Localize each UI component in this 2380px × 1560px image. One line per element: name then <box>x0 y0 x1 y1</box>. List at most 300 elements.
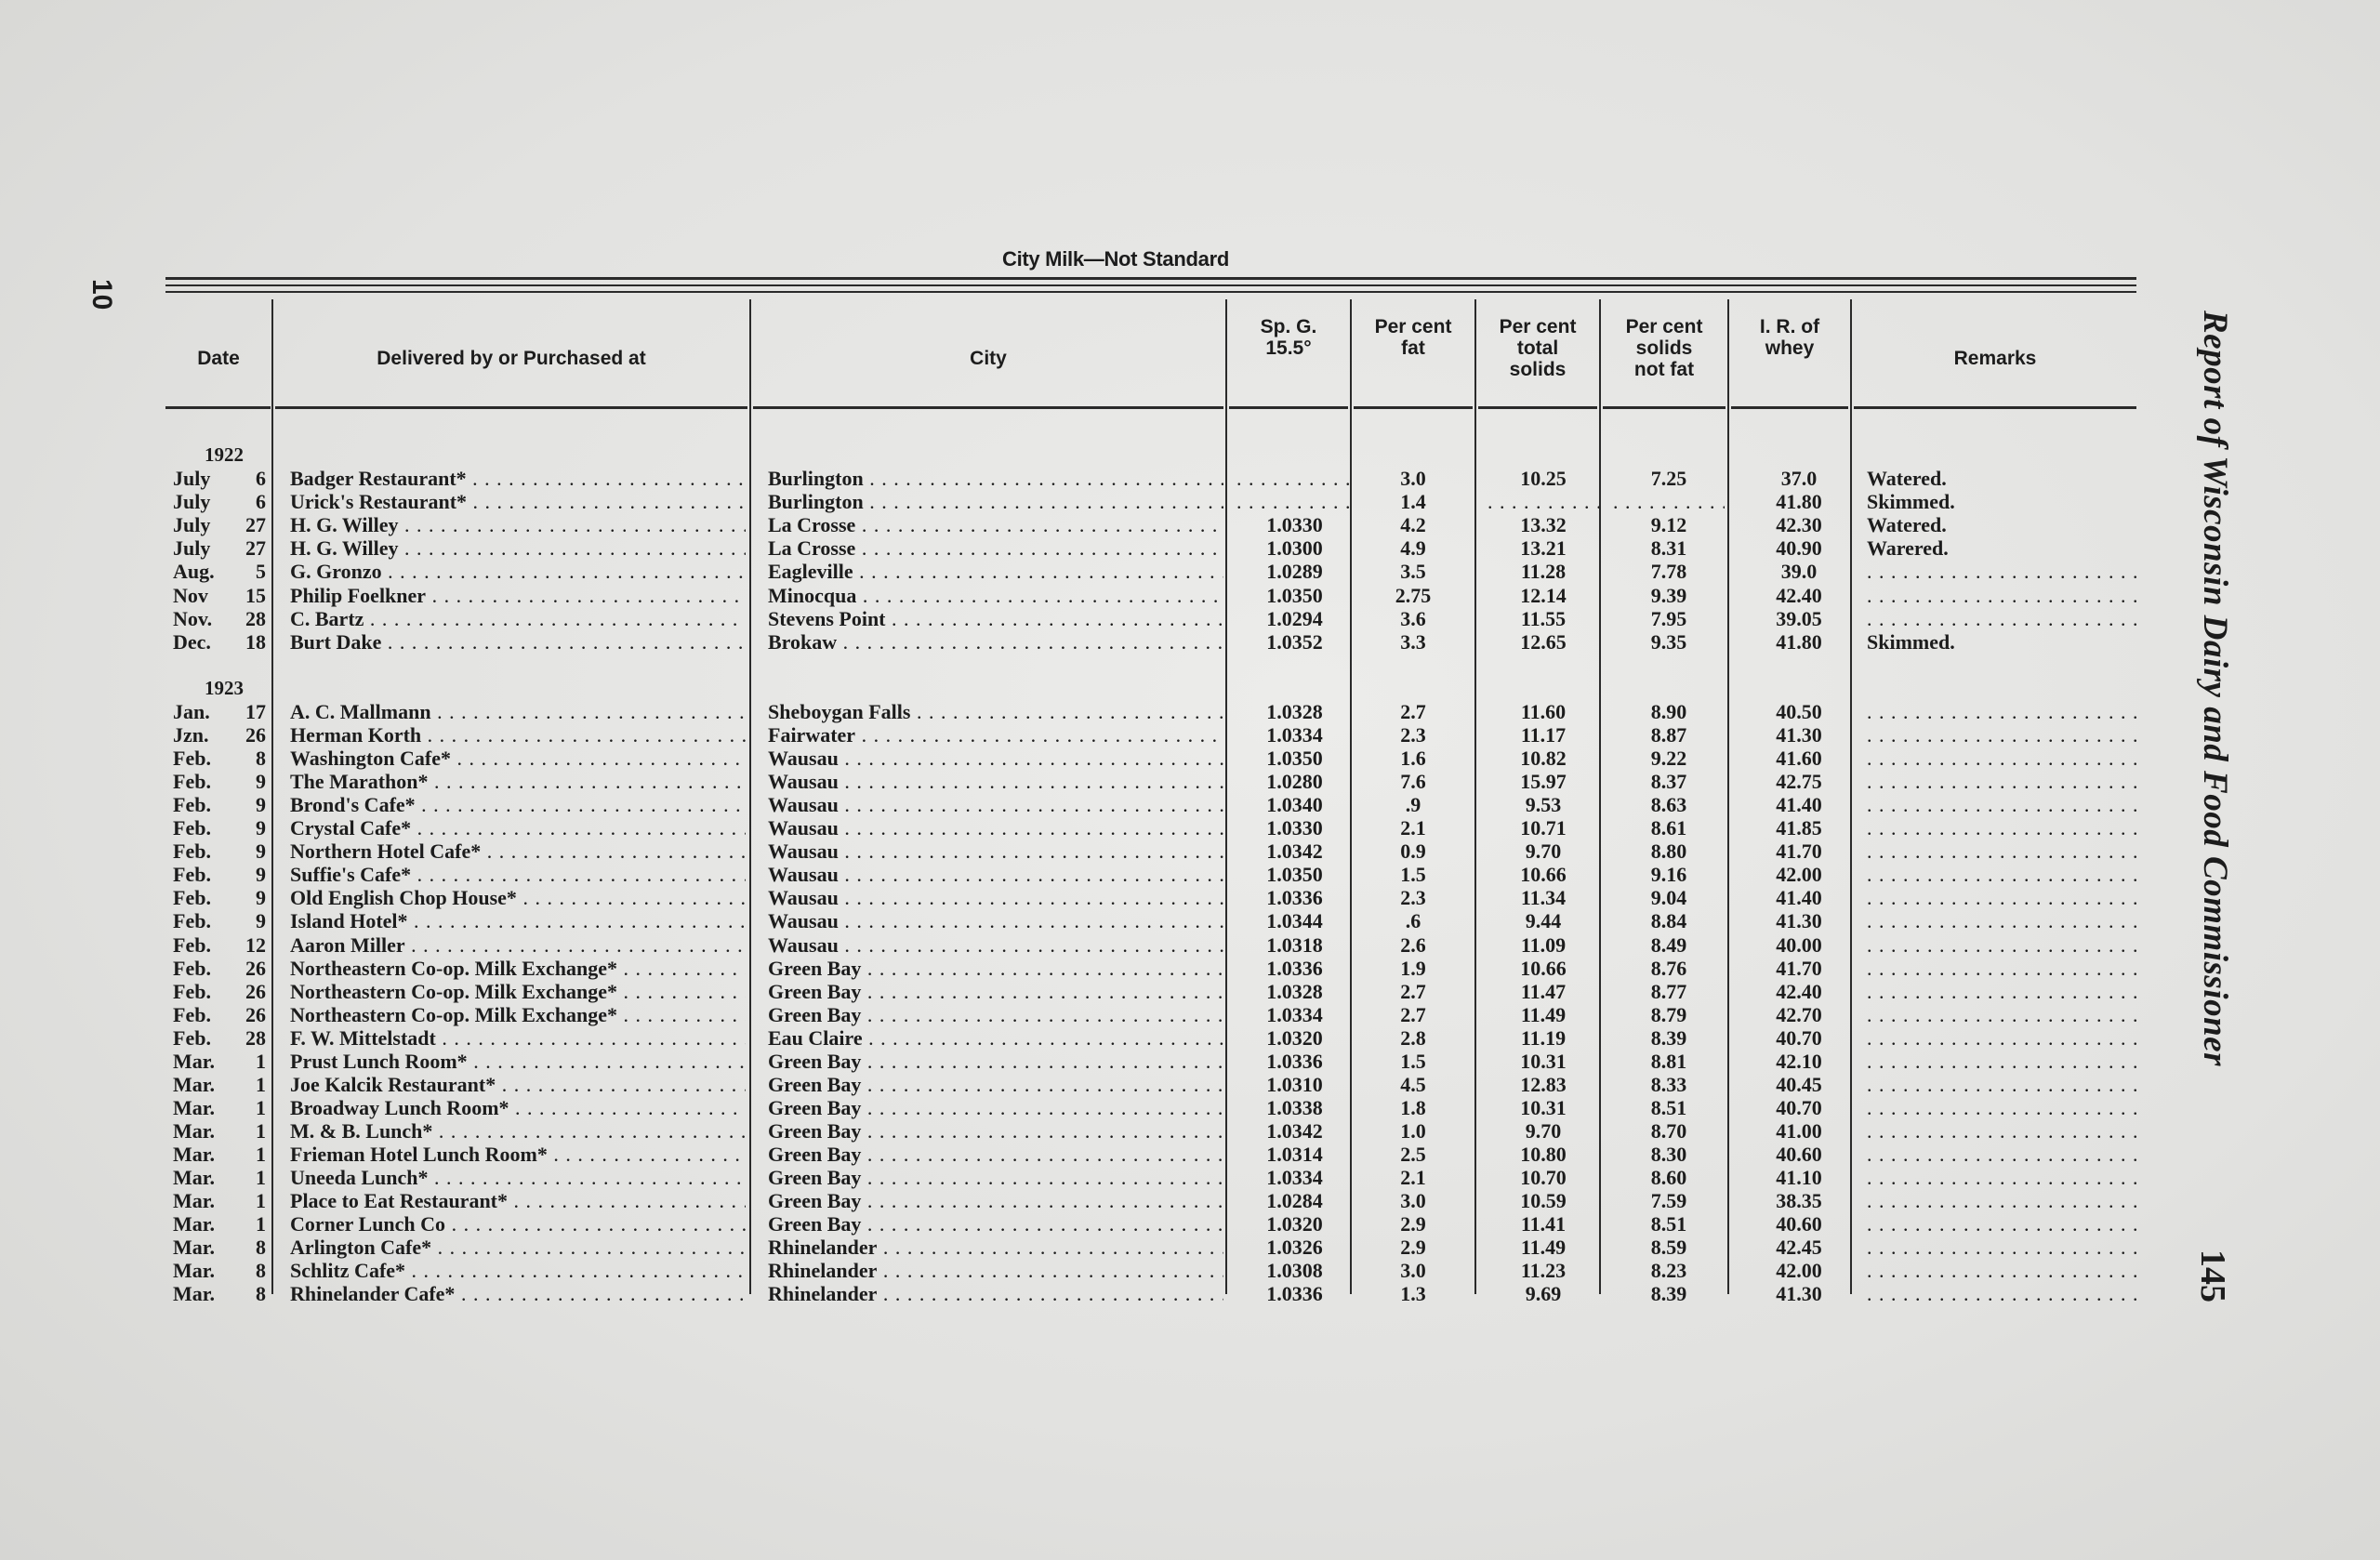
cell-snf: 8.33 <box>1650 1073 1687 1096</box>
cell-snf: 9.12 <box>1650 513 1687 536</box>
cell-name: H. G. Willey . . . <box>290 536 746 560</box>
table-row <box>0 1143 2157 1166</box>
cell-fat: 4.2 <box>1400 513 1426 536</box>
cell-ir: 42.45 <box>1776 1236 1822 1259</box>
cell-fat: 2.1 <box>1400 1166 1426 1189</box>
cell-name: M. & B. Lunch* . . . <box>290 1119 746 1143</box>
header-underline <box>1731 406 1848 409</box>
cell-snf: 8.63 <box>1650 793 1687 816</box>
cell-mon: Feb. <box>173 793 211 816</box>
cell-fat: 2.9 <box>1400 1236 1426 1259</box>
cell-day: 8 <box>256 747 266 770</box>
cell-spg <box>1236 490 1353 513</box>
cell-spg: 1.0280 <box>1266 770 1323 793</box>
header-spg <box>1229 316 1348 359</box>
cell-ir: 41.30 <box>1776 1282 1822 1305</box>
cell-mon: Mar. <box>173 1119 216 1143</box>
cell-mon: Feb. <box>173 816 211 839</box>
header-remarks: Remarks <box>1953 348 2037 369</box>
cell-total: 11.49 <box>1520 1003 1567 1026</box>
table-row <box>0 816 2157 839</box>
cell-name: Northeastern Co-op. Milk Exchange* . . . <box>290 957 746 980</box>
table-row <box>0 630 2157 654</box>
top-rule <box>165 277 2136 280</box>
table-row <box>0 793 2157 816</box>
cell-city: Wausau . . . <box>768 793 1223 816</box>
cell-total: 11.09 <box>1520 933 1567 957</box>
table-row <box>0 980 2157 1003</box>
cell-name: Brond's Cafe* . . . <box>290 793 746 816</box>
cell-spg: 1.0350 <box>1266 747 1323 770</box>
cell-day: 12 <box>245 933 266 957</box>
cell-fat: 1.5 <box>1400 1050 1426 1073</box>
cell-total: 11.34 <box>1520 886 1567 909</box>
cell-name: A. C. Mallmann . . . <box>290 700 746 723</box>
cell-mon: Dec. <box>173 630 211 654</box>
cell-total: 10.59 <box>1520 1189 1567 1212</box>
cell-spg: 1.0336 <box>1266 886 1323 909</box>
cell-fat: 3.0 <box>1400 1259 1426 1282</box>
cell-snf: 9.04 <box>1650 886 1687 909</box>
cell-fat: 2.7 <box>1400 700 1426 723</box>
cell-total: 11.47 <box>1520 980 1567 1003</box>
cell-total: 9.44 <box>1525 909 1562 932</box>
cell-fat: 4.9 <box>1400 536 1426 560</box>
table-row <box>0 1282 2157 1305</box>
cell-rem <box>1867 1212 2141 1236</box>
cell-rem <box>1867 700 2141 723</box>
header-total-solids <box>1478 316 1597 380</box>
cell-rem: Watered. <box>1867 513 1947 536</box>
table-row <box>0 747 2157 770</box>
table-row <box>0 1003 2157 1026</box>
cell-ir: 41.30 <box>1776 723 1822 747</box>
cell-rem <box>1867 909 2141 932</box>
cell-fat: 4.5 <box>1400 1073 1426 1096</box>
cell-ir: 40.70 <box>1776 1096 1822 1119</box>
header-ir-line: I. R. of <box>1759 316 1820 337</box>
cell-mon: Jzn. <box>173 723 209 747</box>
header-snf-line: solids <box>1635 337 1693 359</box>
cell-mon: July <box>173 490 211 513</box>
cell-spg: 1.0289 <box>1266 560 1323 583</box>
cell-city: Green Bay . . . <box>768 1189 1223 1212</box>
cell-day: 27 <box>245 536 266 560</box>
cell-rem: Watered. <box>1867 467 1947 490</box>
cell-day: 9 <box>256 770 266 793</box>
cell-city: Green Bay . . . <box>768 1050 1223 1073</box>
cell-total: 12.14 <box>1520 584 1567 607</box>
cell-name: C. Bartz . . . <box>290 607 746 630</box>
header-spg-line: Sp. G. <box>1260 316 1317 337</box>
cell-spg: 1.0284 <box>1266 1189 1323 1212</box>
cell-city: Burlington . . . <box>768 467 1223 490</box>
cell-mon: Feb. <box>173 770 211 793</box>
header-city: City <box>970 348 1007 369</box>
cell-city: Wausau . . . <box>768 863 1223 886</box>
cell-mon: Mar. <box>173 1050 216 1073</box>
cell-fat: 3.3 <box>1400 630 1426 654</box>
header-ir-line: whey <box>1765 337 1815 359</box>
cell-snf: 8.76 <box>1650 957 1687 980</box>
cell-fat: 1.3 <box>1400 1282 1426 1305</box>
table-row <box>0 957 2157 980</box>
cell-name: Burt Dake . . . <box>290 630 746 654</box>
cell-total: 10.31 <box>1520 1050 1567 1073</box>
cell-day: 1 <box>256 1212 266 1236</box>
cell-rem <box>1867 980 2141 1003</box>
table-row <box>0 1119 2157 1143</box>
cell-city: Green Bay . . . <box>768 1212 1223 1236</box>
cell-total: 12.65 <box>1520 630 1567 654</box>
cell-spg: 1.0336 <box>1266 957 1323 980</box>
table-row <box>0 1212 2157 1236</box>
cell-fat: .6 <box>1405 909 1421 932</box>
cell-ir: 40.60 <box>1776 1143 1822 1166</box>
cell-ir: 41.85 <box>1776 816 1822 839</box>
cell-fat: 1.9 <box>1400 957 1426 980</box>
cell-rem <box>1867 839 2141 863</box>
cell-total: 11.28 <box>1520 560 1567 583</box>
cell-snf: 8.37 <box>1650 770 1687 793</box>
cell-spg: 1.0318 <box>1266 933 1323 957</box>
cell-day: 6 <box>256 467 266 490</box>
cell-spg: 1.0328 <box>1266 980 1323 1003</box>
cell-total: 9.69 <box>1525 1282 1562 1305</box>
cell-mon: Feb. <box>173 886 211 909</box>
cell-spg: 1.0350 <box>1266 584 1323 607</box>
cell-name: Arlington Cafe* . . . <box>290 1236 746 1259</box>
cell-mon: Jan. <box>173 700 210 723</box>
cell-ir: 40.70 <box>1776 1026 1822 1050</box>
cell-snf: 8.79 <box>1650 1003 1687 1026</box>
cell-city: Wausau . . . <box>768 933 1223 957</box>
cell-ir: 41.00 <box>1776 1119 1822 1143</box>
table-row <box>0 1026 2157 1050</box>
cell-day: 8 <box>256 1236 266 1259</box>
cell-rem: Skimmed. <box>1867 490 1955 513</box>
cell-mon: Nov. <box>173 607 213 630</box>
cell-snf: 8.90 <box>1650 700 1687 723</box>
header-underline <box>1603 406 1726 409</box>
cell-spg: 1.0334 <box>1266 1003 1323 1026</box>
cell-ir: 41.40 <box>1776 886 1822 909</box>
cell-total: 11.23 <box>1520 1259 1567 1282</box>
cell-total: 11.55 <box>1520 607 1567 630</box>
cell-fat: 2.6 <box>1400 933 1426 957</box>
cell-fat: 2.3 <box>1400 886 1426 909</box>
header-solids-not-fat <box>1603 316 1726 380</box>
cell-fat: 1.6 <box>1400 747 1426 770</box>
cell-spg: 1.0352 <box>1266 630 1323 654</box>
cell-name: Uneeda Lunch* . . . <box>290 1166 746 1189</box>
cell-day: 1 <box>256 1166 266 1189</box>
cell-snf: 7.78 <box>1650 560 1687 583</box>
cell-ir: 38.35 <box>1776 1189 1822 1212</box>
cell-spg: 1.0328 <box>1266 700 1323 723</box>
cell-fat: 1.4 <box>1400 490 1426 513</box>
cell-total: 11.49 <box>1520 1236 1567 1259</box>
cell-day: 9 <box>256 886 266 909</box>
cell-snf: 8.31 <box>1650 536 1687 560</box>
cell-day: 28 <box>245 1026 266 1050</box>
cell-name: Aaron Miller . . . <box>290 933 746 957</box>
cell-snf: 8.70 <box>1650 1119 1687 1143</box>
cell-fat: 2.7 <box>1400 980 1426 1003</box>
cell-rem <box>1867 1026 2141 1050</box>
cell-snf: 8.59 <box>1650 1236 1687 1259</box>
cell-snf: 7.59 <box>1650 1189 1687 1212</box>
cell-mon: Mar. <box>173 1212 216 1236</box>
cell-rem <box>1867 886 2141 909</box>
header-total-line: Per cent <box>1499 316 1577 337</box>
cell-ir: 41.30 <box>1776 909 1822 932</box>
cell-city: Green Bay . . . <box>768 1119 1223 1143</box>
cell-mon: Feb. <box>173 957 211 980</box>
cell-fat: 1.5 <box>1400 863 1426 886</box>
cell-name: Rhinelander Cafe* . . . <box>290 1282 746 1305</box>
cell-city: Wausau . . . <box>768 747 1223 770</box>
cell-rem <box>1867 1119 2141 1143</box>
cell-day: 1 <box>256 1050 266 1073</box>
cell-name: Frieman Hotel Lunch Room* . . . <box>290 1143 746 1166</box>
header-underline <box>275 406 747 409</box>
cell-city: Wausau . . . <box>768 909 1223 932</box>
cell-spg: 1.0314 <box>1266 1143 1323 1166</box>
cell-ir: 40.45 <box>1776 1073 1822 1096</box>
cell-fat: 1.0 <box>1400 1119 1426 1143</box>
cell-name: Schlitz Cafe* . . . <box>290 1259 746 1282</box>
cell-spg: 1.0340 <box>1266 793 1323 816</box>
cell-day: 5 <box>256 560 266 583</box>
table-title: City Milk—Not Standard <box>1002 247 1229 271</box>
cell-ir: 41.60 <box>1776 747 1822 770</box>
cell-fat: 2.1 <box>1400 816 1426 839</box>
cell-name: Broadway Lunch Room* . . . <box>290 1096 746 1119</box>
table-row <box>0 584 2157 607</box>
cell-mon: Mar. <box>173 1143 216 1166</box>
header-snf-line: Per cent <box>1625 316 1703 337</box>
cell-rem <box>1867 1096 2141 1119</box>
header-fat-line: fat <box>1401 337 1425 359</box>
cell-mon: Mar. <box>173 1096 216 1119</box>
cell-fat: .9 <box>1405 793 1421 816</box>
cell-ir: 42.00 <box>1776 863 1822 886</box>
cell-city: Eagleville . . . <box>768 560 1223 583</box>
running-title: Report of Wisconsin Dairy and Food Commissioner <box>2196 311 2234 1066</box>
header-underline <box>1854 406 2136 409</box>
cell-fat: 3.5 <box>1400 560 1426 583</box>
cell-fat: 7.6 <box>1400 770 1426 793</box>
cell-city: Green Bay . . . <box>768 1003 1223 1026</box>
cell-snf: 8.61 <box>1650 816 1687 839</box>
cell-day: 9 <box>256 863 266 886</box>
cell-snf: 7.95 <box>1650 607 1687 630</box>
cell-mon: Feb. <box>173 863 211 886</box>
table-row <box>0 1073 2157 1096</box>
cell-total: 12.83 <box>1520 1073 1567 1096</box>
cell-snf: 9.16 <box>1650 863 1687 886</box>
table-row <box>0 839 2157 863</box>
cell-mon: July <box>173 536 211 560</box>
cell-day: 27 <box>245 513 266 536</box>
header-total-line: total <box>1516 337 1559 359</box>
cell-day: 9 <box>256 816 266 839</box>
cell-rem <box>1867 1050 2141 1073</box>
cell-fat: 2.7 <box>1400 1003 1426 1026</box>
cell-rem <box>1867 1166 2141 1189</box>
side-number: 10 <box>86 279 117 311</box>
cell-name: Northeastern Co-op. Milk Exchange* . . . <box>290 1003 746 1026</box>
cell-name: Island Hotel* . . . <box>290 909 746 932</box>
cell-day: 6 <box>256 490 266 513</box>
cell-name: Philip Foelkner . . . <box>290 584 746 607</box>
cell-ir: 39.05 <box>1776 607 1822 630</box>
cell-mon: Feb. <box>173 1003 211 1026</box>
cell-ir: 37.0 <box>1780 467 1818 490</box>
cell-snf: 8.49 <box>1650 933 1687 957</box>
cell-total: 15.97 <box>1520 770 1567 793</box>
cell-mon: Mar. <box>173 1073 216 1096</box>
header-fat-line: Per cent <box>1374 316 1452 337</box>
cell-ir: 42.10 <box>1776 1050 1822 1073</box>
cell-ir: 40.50 <box>1776 700 1822 723</box>
table-row <box>0 1096 2157 1119</box>
cell-name: F. W. Mittelstadt . . . <box>290 1026 746 1050</box>
cell-snf: 8.39 <box>1650 1282 1687 1305</box>
cell-total: 11.19 <box>1520 1026 1567 1050</box>
cell-fat: 2.8 <box>1400 1026 1426 1050</box>
cell-ir: 41.70 <box>1776 957 1822 980</box>
cell-total: 10.70 <box>1520 1166 1567 1189</box>
cell-snf: 8.84 <box>1650 909 1687 932</box>
year-label: 1922 <box>205 443 244 466</box>
header-underline <box>753 406 1223 409</box>
cell-ir: 40.90 <box>1776 536 1822 560</box>
cell-city: La Crosse . . . <box>768 536 1223 560</box>
cell-mon: Feb. <box>173 1026 211 1050</box>
cell-total: 11.17 <box>1520 723 1567 747</box>
cell-rem <box>1867 1073 2141 1096</box>
cell-ir: 40.00 <box>1776 933 1822 957</box>
cell-total: 13.21 <box>1520 536 1567 560</box>
cell-spg: 1.0310 <box>1266 1073 1323 1096</box>
cell-city: Rhinelander . . . <box>768 1259 1223 1282</box>
cell-spg: 1.0334 <box>1266 723 1323 747</box>
header-total-line: solids <box>1509 359 1567 380</box>
table-row <box>0 886 2157 909</box>
cell-name: Suffie's Cafe* . . . <box>290 863 746 886</box>
cell-mon: Mar. <box>173 1236 216 1259</box>
cell-day: 1 <box>256 1119 266 1143</box>
cell-rem <box>1867 1259 2141 1282</box>
table-row <box>0 467 2157 490</box>
cell-fat: 2.75 <box>1395 584 1432 607</box>
cell-city: Green Bay . . . <box>768 1096 1223 1119</box>
cell-spg: 1.0342 <box>1266 1119 1323 1143</box>
cell-rem <box>1867 584 2141 607</box>
cell-mon: July <box>173 467 211 490</box>
header-spg-line: 15.5° <box>1265 337 1312 359</box>
header-ir-whey <box>1731 316 1848 359</box>
cell-total: 9.70 <box>1525 839 1562 863</box>
cell-total: 10.80 <box>1520 1143 1567 1166</box>
table-row <box>0 933 2157 957</box>
cell-ir: 40.60 <box>1776 1212 1822 1236</box>
cell-city: Green Bay . . . <box>768 957 1223 980</box>
cell-city: La Crosse . . . <box>768 513 1223 536</box>
cell-snf: 8.77 <box>1650 980 1687 1003</box>
cell-day: 1 <box>256 1096 266 1119</box>
cell-snf: 9.22 <box>1650 747 1687 770</box>
cell-name: Badger Restaurant* . . . <box>290 467 746 490</box>
cell-snf: 8.39 <box>1650 1026 1687 1050</box>
cell-snf: 8.60 <box>1650 1166 1687 1189</box>
cell-snf: 8.51 <box>1650 1096 1687 1119</box>
cell-name: Northern Hotel Cafe* . . . <box>290 839 746 863</box>
header-underline <box>1229 406 1348 409</box>
table-row <box>0 560 2157 583</box>
cell-name: Washington Cafe* . . . <box>290 747 746 770</box>
cell-fat: 1.8 <box>1400 1096 1426 1119</box>
cell-day: 15 <box>245 584 266 607</box>
cell-day: 17 <box>245 700 266 723</box>
table-row <box>0 536 2157 560</box>
cell-snf: 8.80 <box>1650 839 1687 863</box>
cell-day: 26 <box>245 1003 266 1026</box>
cell-city: Green Bay . . . <box>768 1073 1223 1096</box>
cell-rem <box>1867 607 2141 630</box>
cell-ir: 42.30 <box>1776 513 1822 536</box>
top-rule <box>165 291 2136 293</box>
cell-city: Fairwater . . . <box>768 723 1223 747</box>
cell-city: Green Bay . . . <box>768 1166 1223 1189</box>
table-row <box>0 863 2157 886</box>
cell-total: 9.53 <box>1525 793 1562 816</box>
cell-name: The Marathon* . . . <box>290 770 746 793</box>
table-row <box>0 1189 2157 1212</box>
cell-snf: 8.30 <box>1650 1143 1687 1166</box>
cell-total: 10.71 <box>1520 816 1567 839</box>
cell-name: Northeastern Co-op. Milk Exchange* . . . <box>290 980 746 1003</box>
cell-total: 10.66 <box>1520 863 1567 886</box>
cell-day: 8 <box>256 1259 266 1282</box>
cell-mon: Mar. <box>173 1259 216 1282</box>
cell-snf: 8.87 <box>1650 723 1687 747</box>
cell-day: 8 <box>256 1282 266 1305</box>
cell-fat: 2.3 <box>1400 723 1426 747</box>
cell-total: 11.60 <box>1520 700 1567 723</box>
cell-rem <box>1867 723 2141 747</box>
cell-ir: 41.40 <box>1776 793 1822 816</box>
header-date: Date <box>197 348 240 369</box>
table-row <box>0 909 2157 932</box>
cell-mon: Feb. <box>173 933 211 957</box>
header-underline <box>1478 406 1597 409</box>
table-row <box>0 723 2157 747</box>
cell-rem <box>1867 1236 2141 1259</box>
cell-spg: 1.0320 <box>1266 1212 1323 1236</box>
cell-snf: 8.51 <box>1650 1212 1687 1236</box>
table-row <box>0 1050 2157 1073</box>
cell-city: Brokaw . . . <box>768 630 1223 654</box>
cell-city: Green Bay . . . <box>768 1143 1223 1166</box>
cell-spg: 1.0350 <box>1266 863 1323 886</box>
cell-snf: 8.23 <box>1650 1259 1687 1282</box>
cell-day: 9 <box>256 839 266 863</box>
cell-spg: 1.0334 <box>1266 1166 1323 1189</box>
table-row <box>0 513 2157 536</box>
